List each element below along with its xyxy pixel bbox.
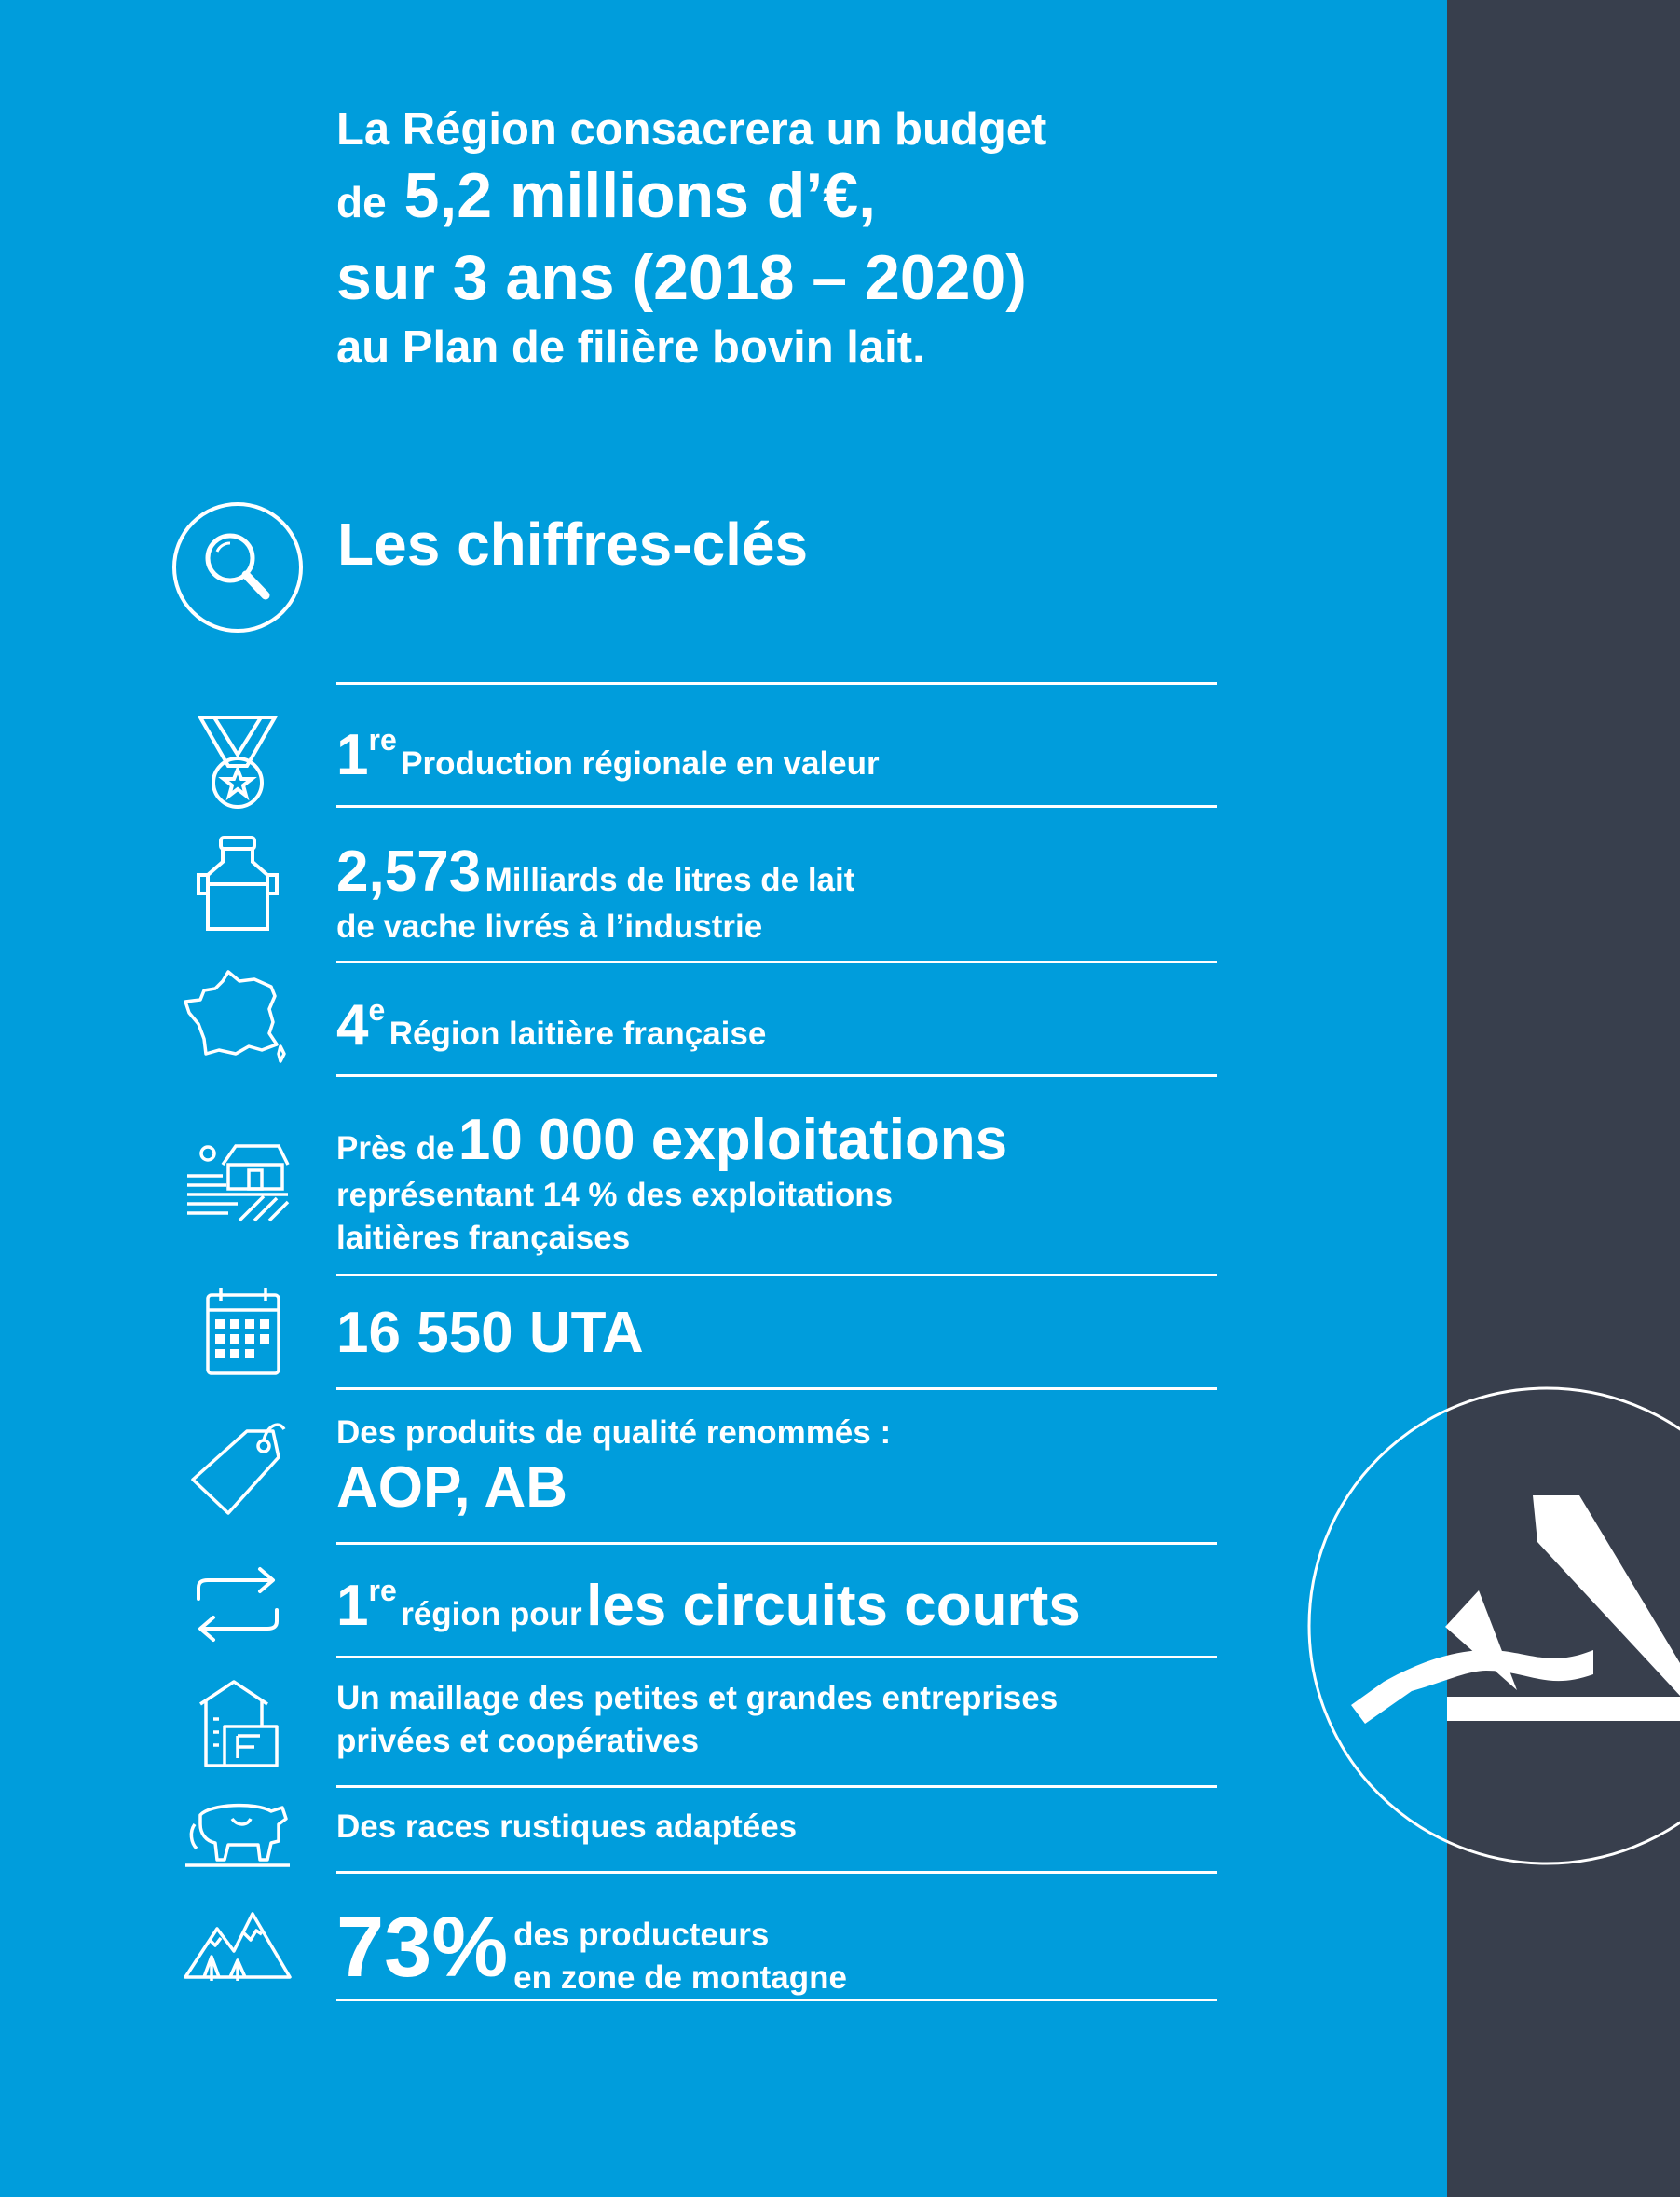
figure-label-line-2: de vache livrés à l’industrie [336,908,763,945]
figure-label: Production régionale en valeur [401,745,880,782]
figure-label: représentant 14 % des exploitations [336,1177,894,1213]
intro-line-3: sur 3 ans (2018 – 2020) [336,242,1027,313]
divider [336,682,1217,685]
list-item [336,1107,1217,1260]
divider [336,1542,1217,1545]
list-item [336,1573,1217,1640]
figure-label: Un maillage des petites et grandes entreprises [336,1680,1059,1716]
divider [336,1074,1217,1077]
figure-value-2: les circuits courts [586,1574,1081,1638]
figure-value: 1 [336,1574,369,1638]
intro-line-4: au Plan de filière bovin lait. [336,322,925,373]
figure-label: Milliards de litres de lait [485,862,855,898]
milk-can-icon [182,834,294,936]
figure-label: région pour [401,1596,582,1632]
figure-superscript: re [368,1574,397,1607]
list-item [336,1806,1217,1849]
intro-line-2-prefix: de [336,178,387,226]
figure-value: 1 [336,723,369,787]
list-item [336,992,1217,1059]
figure-prefix: Près de [336,1130,455,1167]
figure-value: 10 000 exploitations [458,1108,1008,1172]
divider [336,1387,1217,1390]
key-figures-title: Les chiffres-clés [337,511,809,578]
figure-superscript: re [368,723,397,757]
figure-label: Des races rustiques adaptées [336,1808,798,1845]
figure-value: 16 550 UTA [336,1301,644,1365]
figure-label-line-2: laitières françaises [336,1220,631,1256]
list-item [336,1677,1217,1763]
intro-line-1: La Région consacrera un budget [336,104,1047,155]
figure-label: Région laitière française [389,1016,767,1052]
list-item [336,722,1217,789]
intro-line-2 [336,158,1361,239]
figure-value: AOP, AB [336,1455,568,1520]
divider [336,805,1217,808]
intro-budget-amount: 5,2 millions d’€, [403,160,876,231]
magnifier-icon [171,500,305,635]
list-item [336,1300,1217,1367]
figure-label: des producteurs [513,1917,770,1953]
figure-value: 73% [336,1900,509,1995]
list-item [336,839,1217,948]
list-item [336,1901,1217,1999]
tag-icon [182,1416,294,1519]
divider [336,1785,1217,1788]
france-map-icon [182,964,294,1067]
divider [336,1274,1217,1276]
figure-value: 2,573 [336,839,482,904]
divider [336,1656,1217,1658]
exchange-arrows-icon [182,1556,294,1658]
calendar-icon [182,1284,294,1386]
mountain-icon [182,1891,294,1994]
divider [336,961,1217,963]
figure-label-line-2: en zone de montagne [513,1959,847,1996]
divider [336,1871,1217,1874]
medal-icon [182,710,294,812]
list-item [336,1412,1217,1522]
farm-icon [182,1127,294,1230]
figure-label-line-2: privées et coopératives [336,1723,700,1759]
region-logo-icon [1295,1374,1680,1877]
cow-icon [182,1787,294,1890]
figure-value: 4 [336,993,369,1058]
figure-superscript: e [368,993,386,1027]
budget-intro [336,101,1361,379]
factory-icon [182,1672,294,1775]
figure-label: Des produits de qualité renommés : [336,1414,892,1451]
